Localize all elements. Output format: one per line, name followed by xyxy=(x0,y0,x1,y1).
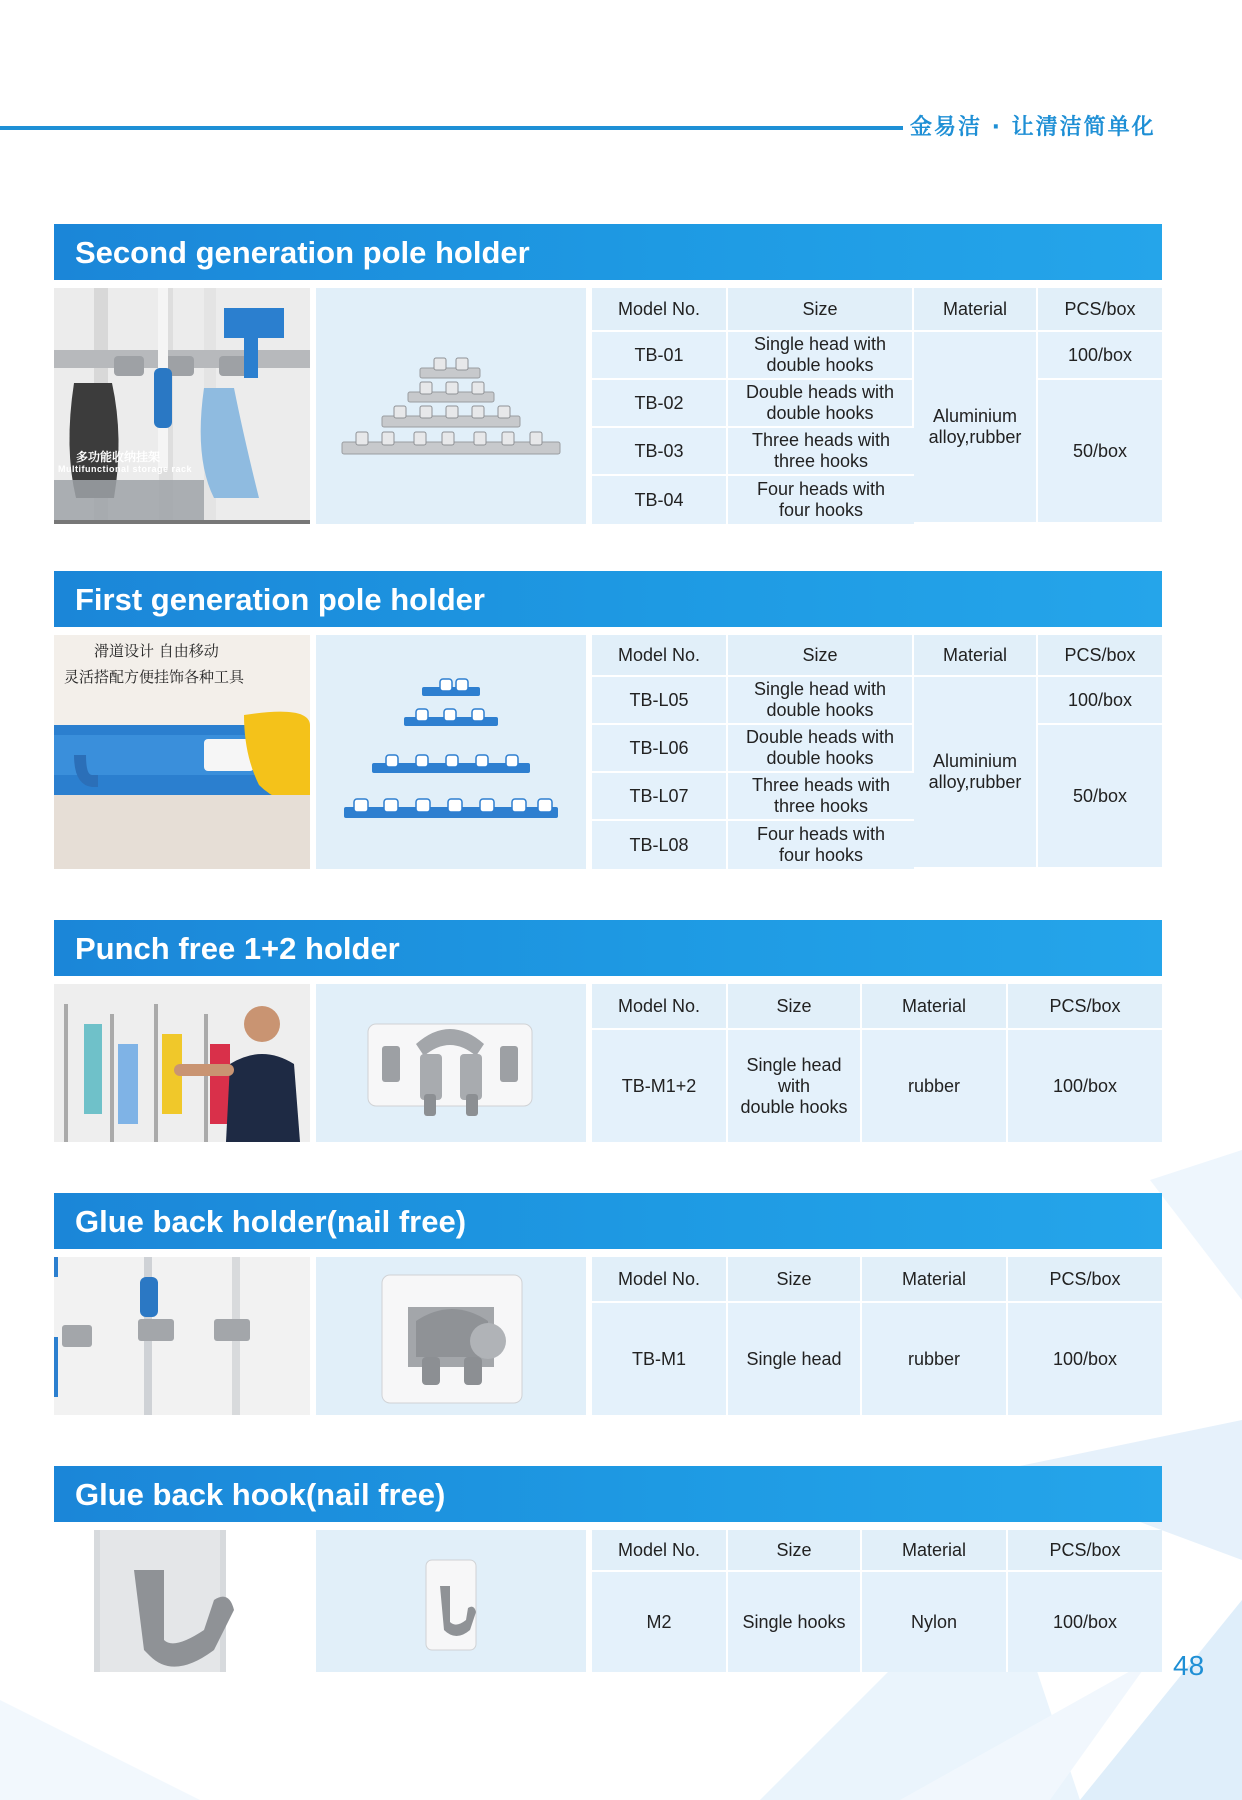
table-row xyxy=(592,677,1162,725)
size-cell xyxy=(728,380,914,428)
size-cell xyxy=(728,773,914,821)
model-no: M2 xyxy=(592,1572,728,1672)
col-header-material: Material xyxy=(862,984,1008,1030)
model-no: TB-M1+2 xyxy=(592,1030,728,1142)
product-illustration xyxy=(316,1257,586,1415)
product-illustration xyxy=(316,288,586,524)
material-cell xyxy=(914,332,1038,524)
size-line: Three heads with xyxy=(751,430,891,450)
pcs-cell: 100/box xyxy=(1038,677,1162,725)
size-line: Double heads with xyxy=(745,727,895,747)
col-header-size: Size xyxy=(728,288,914,332)
model-no: TB-01 xyxy=(592,332,728,380)
material-cell: rubber xyxy=(862,1030,1008,1142)
section-first-generation xyxy=(54,571,1162,869)
col-header-model: Model No. xyxy=(592,984,728,1030)
col-header-size: Size xyxy=(728,635,914,677)
size-line: double hooks xyxy=(766,403,874,423)
pcs-cell: 100/box xyxy=(1008,1572,1162,1672)
col-header-material: Material xyxy=(862,1257,1008,1303)
photo-caption-line2: 灵活搭配方便挂饰各种工具 xyxy=(64,668,245,686)
size-line: Single head with xyxy=(746,1054,842,1096)
table-row xyxy=(592,1572,1162,1672)
product-photo xyxy=(54,1530,310,1672)
col-header-material: Material xyxy=(914,635,1038,677)
size-cell: Single hooks xyxy=(728,1572,862,1672)
product-photo xyxy=(54,288,310,524)
section-punch-free xyxy=(54,920,1162,1142)
spec-table xyxy=(592,288,1162,524)
model-no: TB-L05 xyxy=(592,677,728,725)
pcs-cell: 50/box xyxy=(1038,725,1162,869)
photo-caption-en: Multifunctional storage rack xyxy=(58,464,193,474)
col-header-pcs: PCS/box xyxy=(1038,635,1162,677)
col-header-model: Model No. xyxy=(592,635,728,677)
size-cell xyxy=(728,428,914,476)
table-row xyxy=(592,380,1162,428)
model-no: TB-M1 xyxy=(592,1303,728,1415)
size-cell xyxy=(728,332,914,380)
size-cell xyxy=(728,476,914,524)
size-cell xyxy=(728,821,914,869)
size-line: three hooks xyxy=(773,451,869,471)
material-cell: rubber xyxy=(862,1303,1008,1415)
size-cell xyxy=(728,677,914,725)
section-title: Glue back holder(nail free) xyxy=(54,1193,1162,1249)
size-line: Double heads with xyxy=(745,382,895,402)
col-header-size: Size xyxy=(728,984,862,1030)
material-line: Aluminium xyxy=(932,406,1018,426)
col-header-pcs: PCS/box xyxy=(1008,984,1162,1030)
section-title: First generation pole holder xyxy=(54,571,1162,627)
col-header-pcs: PCS/box xyxy=(1008,1257,1162,1303)
page-number: 48 xyxy=(1173,1650,1205,1681)
product-illustration xyxy=(316,635,586,869)
size-line: three hooks xyxy=(773,796,869,816)
size-line: Single head with xyxy=(753,334,887,354)
table-row xyxy=(592,725,1162,773)
col-header-pcs: PCS/box xyxy=(1038,288,1162,332)
section-title: Punch free 1+2 holder xyxy=(54,920,1162,976)
model-no: TB-L08 xyxy=(592,821,728,869)
section-title: Second generation pole holder xyxy=(54,224,1162,280)
col-header-size: Size xyxy=(728,1257,862,1303)
material-cell: Nylon xyxy=(862,1572,1008,1672)
model-no: TB-03 xyxy=(592,428,728,476)
section-second-generation xyxy=(54,224,1162,524)
material-line: alloy,rubber xyxy=(928,772,1022,792)
spec-table xyxy=(592,635,1162,869)
col-header-size: Size xyxy=(728,1530,862,1572)
photo-caption-line1: 滑道设计 自由移动 xyxy=(94,642,219,660)
model-no: TB-02 xyxy=(592,380,728,428)
size-line: Three heads with xyxy=(751,775,891,795)
col-header-material: Material xyxy=(914,288,1038,332)
size-line: double hooks xyxy=(766,355,874,375)
spec-table xyxy=(592,984,1162,1142)
size-line: Four heads with xyxy=(756,479,886,499)
pcs-cell: 100/box xyxy=(1008,1303,1162,1415)
size-line: Single head with xyxy=(753,679,887,699)
section-title: Glue back hook(nail free) xyxy=(54,1466,1162,1522)
size-cell xyxy=(728,1030,862,1142)
col-header-model: Model No. xyxy=(592,1530,728,1572)
size-line: Four heads with xyxy=(756,824,886,844)
material-line: alloy,rubber xyxy=(928,427,1022,447)
col-header-model: Model No. xyxy=(592,288,728,332)
product-photo xyxy=(54,1257,310,1415)
pcs-cell: 50/box xyxy=(1038,380,1162,524)
material-cell xyxy=(914,677,1038,869)
model-no: TB-L07 xyxy=(592,773,728,821)
section-glue-back-holder xyxy=(54,1193,1162,1415)
size-line: double hooks xyxy=(766,748,874,768)
col-header-material: Material xyxy=(862,1530,1008,1572)
header-rule xyxy=(0,126,903,130)
material-line: Aluminium xyxy=(932,751,1018,771)
spec-table xyxy=(592,1530,1162,1672)
size-cell xyxy=(728,725,914,773)
size-line: four hooks xyxy=(778,845,864,865)
model-no: TB-04 xyxy=(592,476,728,524)
spec-table xyxy=(592,1257,1162,1415)
section-glue-back-hook xyxy=(54,1466,1162,1672)
pcs-cell: 100/box xyxy=(1038,332,1162,380)
product-illustration xyxy=(316,1530,586,1672)
size-line: double hooks xyxy=(766,700,874,720)
photo-caption-cn: 多功能收纳挂架 xyxy=(76,450,161,464)
size-line: four hooks xyxy=(778,500,864,520)
product-photo xyxy=(54,984,310,1142)
product-illustration xyxy=(316,984,586,1142)
size-line: double hooks xyxy=(740,1096,848,1117)
col-header-model: Model No. xyxy=(592,1257,728,1303)
table-row xyxy=(592,1303,1162,1415)
col-header-pcs: PCS/box xyxy=(1008,1530,1162,1572)
brand-slogan: 金易洁 · 让清洁简单化 xyxy=(910,115,1156,140)
table-row xyxy=(592,332,1162,380)
pcs-cell: 100/box xyxy=(1008,1030,1162,1142)
product-photo xyxy=(54,635,310,869)
size-cell: Single head xyxy=(728,1303,862,1415)
model-no: TB-L06 xyxy=(592,725,728,773)
table-row xyxy=(592,1030,1162,1142)
